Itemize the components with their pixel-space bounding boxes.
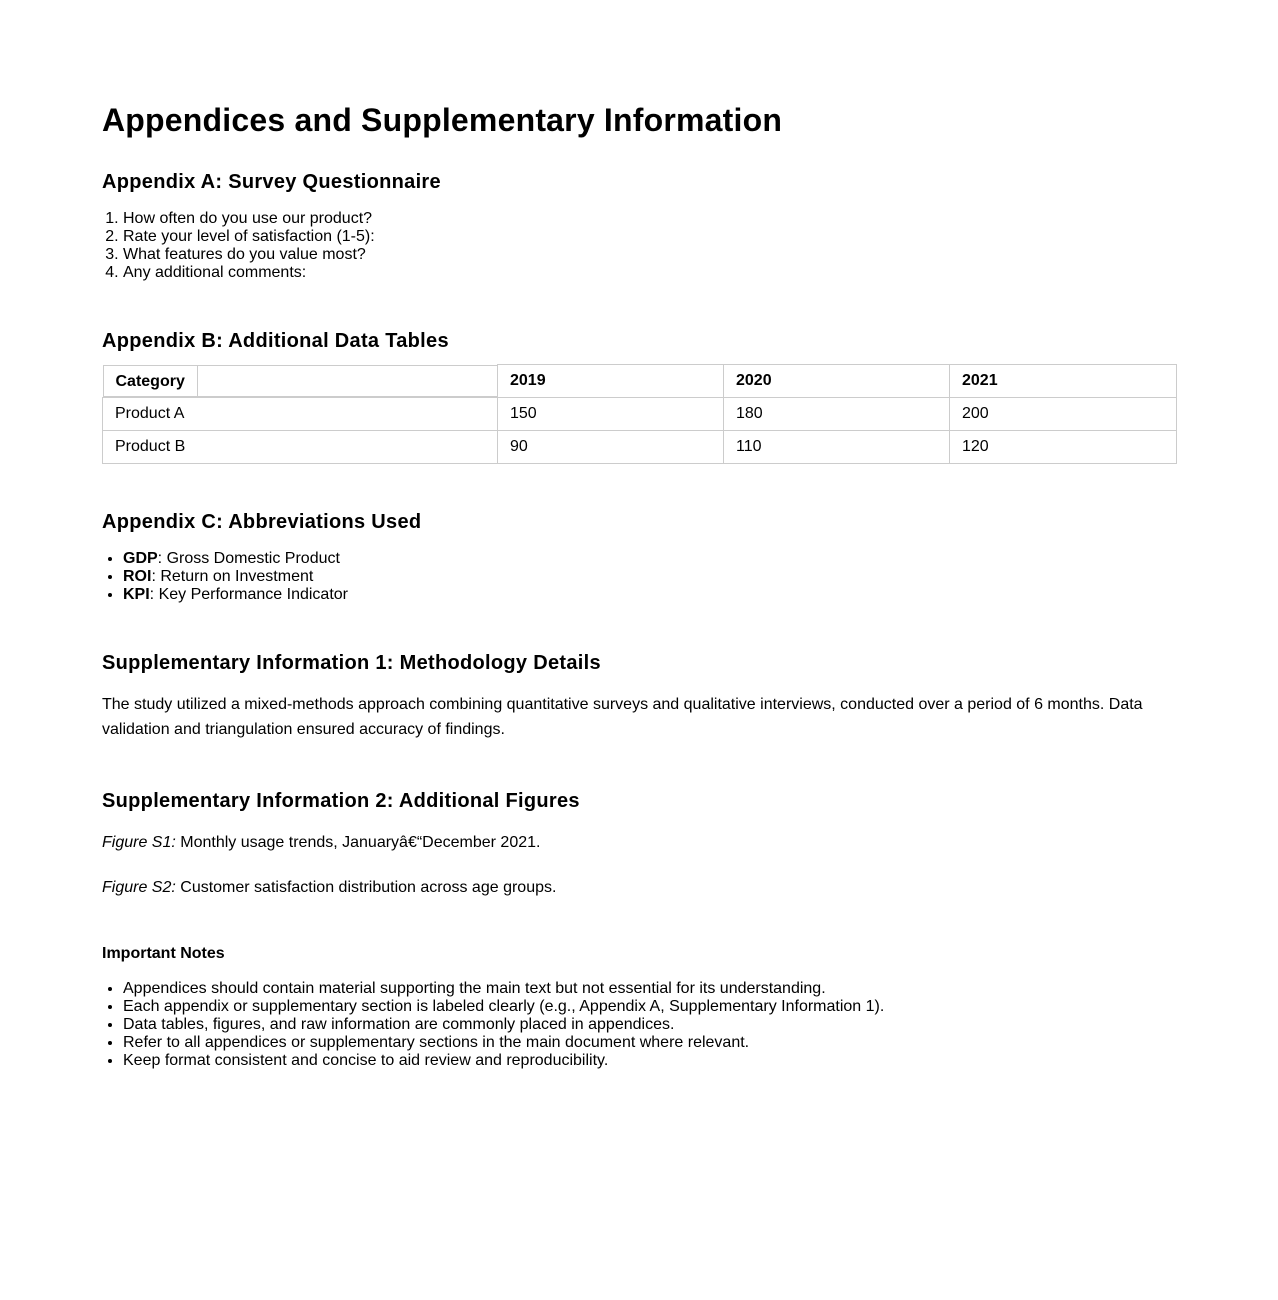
column-header-2019: 2019 [498,365,724,398]
abbreviation: KPI [123,586,150,603]
survey-questions-list [102,210,1176,282]
figure-label: Figure S2: [102,879,176,896]
abbreviation-meaning: : Key Performance Indicator [149,586,348,603]
column-header-category: Category [103,365,498,398]
table-row [103,431,1177,464]
appendix-b-heading: Appendix B: Additional Data Tables [102,330,449,352]
notes-list [102,980,1176,1070]
list-item: 3. What features do you value most? [123,246,1176,264]
abbreviation-meaning: : Gross Domestic Product [157,550,340,567]
list-item [123,550,1176,568]
table-cell: 180 [724,398,950,431]
list-item: 1. How often do you use our product? [123,210,1176,228]
table-cell: 120 [950,431,1177,464]
figure-caption-text: Customer satisfaction distribution across age groups. [175,879,557,896]
appendix-c-heading: Appendix C: Abbreviations Used [102,511,422,533]
list-item: 2. Rate your level of satisfaction (1-5): [123,228,1176,246]
abbreviation: ROI [123,568,152,585]
page-title: Appendices and Supplementary Information [102,102,783,138]
list-item: 4. Any additional comments: [123,264,1176,282]
supplementary-2-heading: Supplementary Information 2: Additional Figures [102,790,580,812]
figure-label: Figure S1: [102,834,176,851]
notes-heading: Important Notes [102,945,225,962]
table-cell: 90 [498,431,724,464]
abbreviation: GDP [123,550,158,567]
figure-caption-text: Monthly usage trends, Januaryâ€“December 2021. [175,834,541,851]
appendix-a-heading: Appendix A: Survey Questionnaire [102,171,441,193]
figure-caption [102,875,1176,900]
list-item: • Each appendix or supplementary section is labeled clearly (e.g., Appendix A, Supplementary Information 1). [123,998,1176,1016]
column-header-2020: 2020 [724,365,950,398]
abbreviation-meaning: : Return on Investment [151,568,314,585]
figure-caption [102,830,1176,855]
supplementary-1-heading: Supplementary Information 1: Methodology Details [102,652,601,674]
methodology-paragraph: The study utilized a mixed-methods approach combining quantitative surveys and qualitative interviews, conducted over a period of 6 months. Data validation and triangulation ensured accuracy of findings. [102,696,1143,738]
data-table [102,364,1177,464]
abbreviations-list [102,550,1176,604]
table-cell: Product A [103,398,498,431]
column-header-2021: 2021 [950,365,1177,398]
table-cell: 150 [498,398,724,431]
table-row [103,398,1177,431]
table-cell: Product B [103,431,498,464]
list-item [123,568,1176,586]
list-item: • Data tables, figures, and raw information are commonly placed in appendices. [123,1016,1176,1034]
table-cell: 110 [724,431,950,464]
list-item: • Appendices should contain material supporting the main text but not essential for its understanding. [123,980,1176,998]
list-item: • Keep format consistent and concise to aid review and reproducibility. [123,1052,1176,1070]
table-cell: 200 [950,398,1177,431]
list-item [123,586,1176,604]
table-header-row [103,365,1177,398]
list-item: • Refer to all appendices or supplementary sections in the main document where relevant. [123,1034,1176,1052]
